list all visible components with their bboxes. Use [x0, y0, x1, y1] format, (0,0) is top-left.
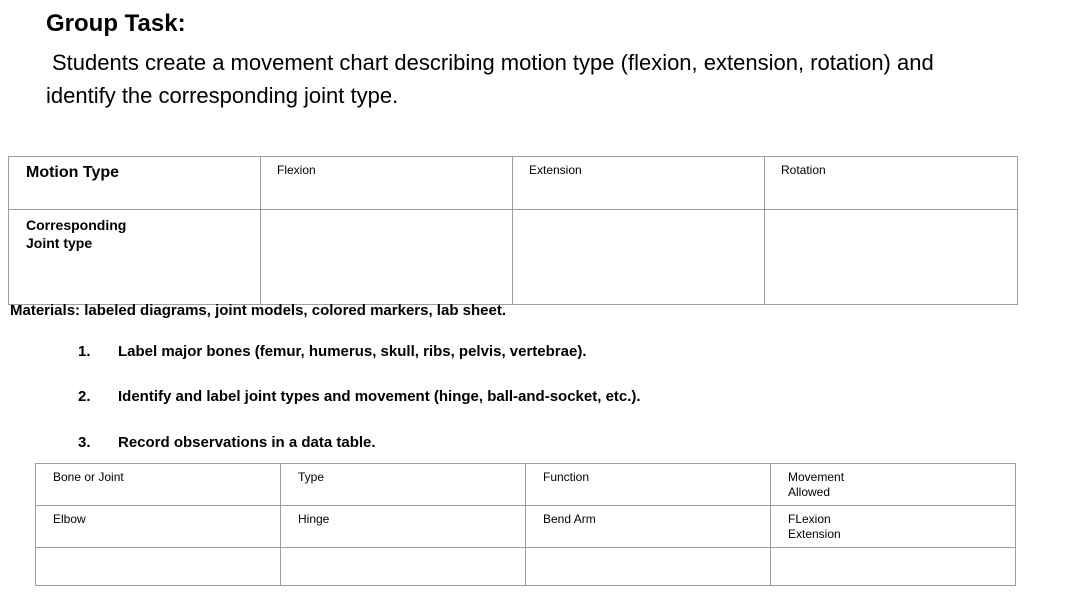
step-text: Identify and label joint types and movement (hinge, ball-and-socket, etc.).	[118, 388, 641, 405]
rotation-header[interactable]: Rotation	[765, 157, 1018, 210]
step-number: 1.	[78, 343, 91, 360]
step-number: 3.	[78, 434, 91, 451]
table-header-row	[36, 464, 1016, 506]
empty-cell[interactable]	[281, 548, 526, 586]
header-bone-or-joint: Bone or Joint	[36, 464, 281, 506]
cell-function[interactable]: Bend Arm	[526, 506, 771, 548]
table-row	[9, 157, 1018, 210]
flexion-header[interactable]: Flexion	[261, 157, 513, 210]
cell-movement-line-1: FLexion	[788, 512, 831, 526]
header-movement-line-1: Movement	[788, 470, 845, 484]
observation-data-table	[35, 463, 1016, 586]
motion-chart-table	[8, 156, 1018, 305]
cell-movement-line-2: Extension	[788, 527, 841, 541]
flexion-joint-cell[interactable]	[261, 210, 513, 305]
extension-joint-cell[interactable]	[513, 210, 765, 305]
joint-type-label-line-2: Joint type	[26, 235, 93, 251]
empty-cell[interactable]	[36, 548, 281, 586]
joint-type-label	[9, 210, 261, 305]
motion-type-label: Motion Type	[9, 157, 261, 210]
task-description	[46, 46, 1006, 112]
step-text: Label major bones (femur, humerus, skull, ribs, pelvis, vertebrae).	[118, 343, 587, 360]
cell-type[interactable]: Hinge	[281, 506, 526, 548]
header-type: Type	[281, 464, 526, 506]
empty-cell[interactable]	[771, 548, 1016, 586]
table-row	[36, 548, 1016, 586]
step-item	[78, 388, 641, 405]
step-number: 2.	[78, 388, 91, 405]
header-movement-allowed	[771, 464, 1016, 506]
extension-header[interactable]: Extension	[513, 157, 765, 210]
materials-text: Materials: labeled diagrams, joint models, colored markers, lab sheet.	[10, 302, 507, 319]
description-line-2: identify the corresponding joint type.	[46, 83, 399, 108]
step-item	[78, 434, 376, 451]
joint-type-label-line-1: Corresponding	[26, 217, 127, 233]
table-row	[9, 210, 1018, 305]
header-function: Function	[526, 464, 771, 506]
table-row	[36, 506, 1016, 548]
cell-bone-or-joint[interactable]: Elbow	[36, 506, 281, 548]
empty-cell[interactable]	[526, 548, 771, 586]
page-title: Group Task:	[46, 10, 186, 37]
step-item	[78, 343, 587, 360]
description-line-1: Students create a movement chart describing motion type (flexion, extension, rotation) and	[52, 50, 934, 75]
rotation-joint-cell[interactable]	[765, 210, 1018, 305]
cell-movement-allowed[interactable]	[771, 506, 1016, 548]
header-movement-line-2: Allowed	[788, 485, 831, 499]
step-text: Record observations in a data table.	[118, 434, 376, 451]
